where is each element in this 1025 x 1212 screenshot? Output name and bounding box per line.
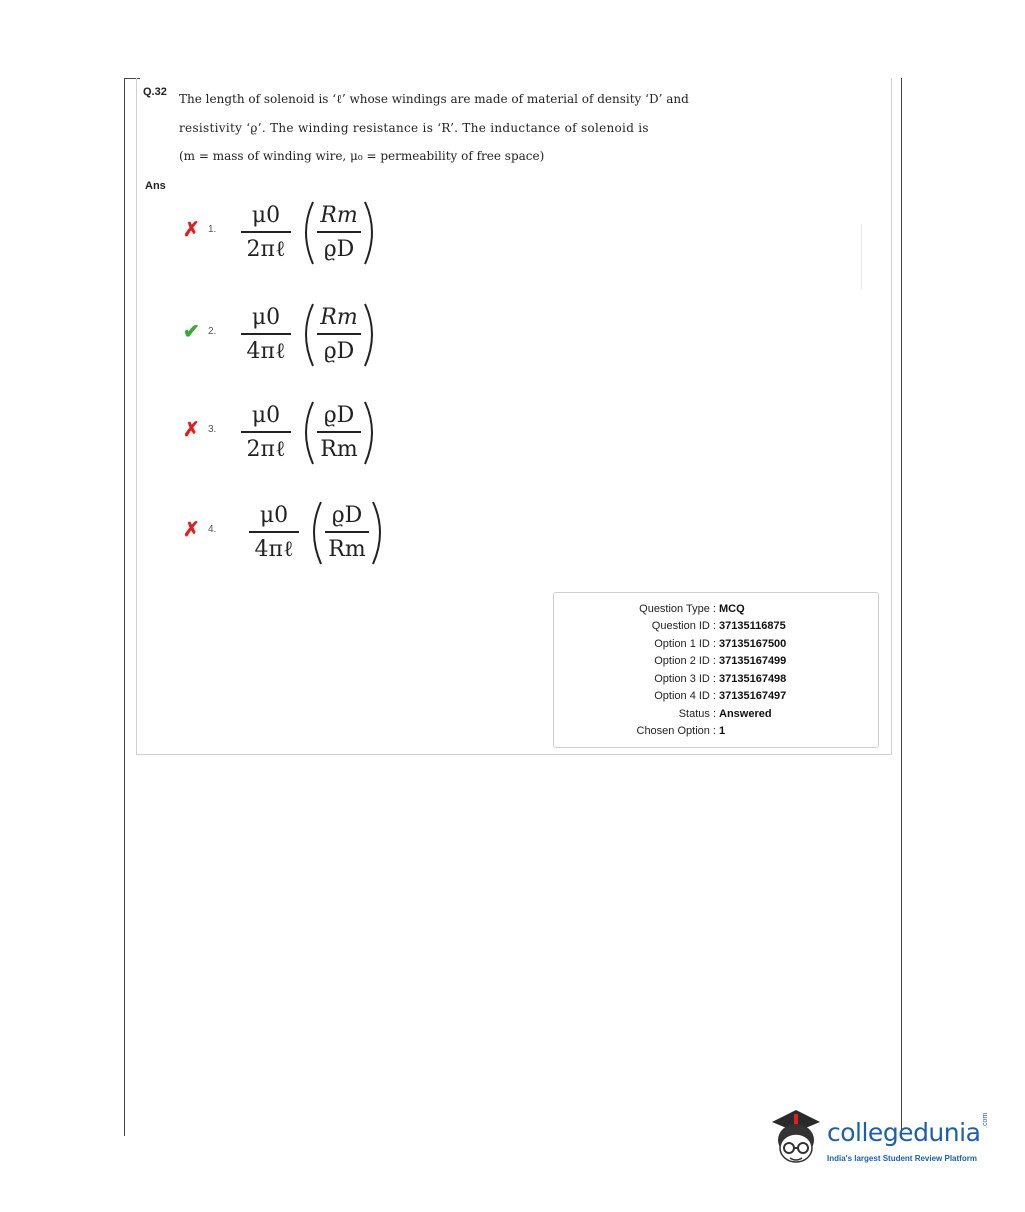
answer-label: Ans <box>145 180 166 192</box>
brand-tagline: India's largest Student Review Platform <box>827 1154 977 1163</box>
left-margin-line <box>124 78 125 1136</box>
option-number: 4. <box>208 524 217 535</box>
option-number: 3. <box>208 424 217 435</box>
option-number: 2. <box>208 326 217 337</box>
option-formula <box>249 492 449 572</box>
option-formula <box>241 192 441 272</box>
coef-numerator: μ0 <box>251 403 281 428</box>
coef-denominator: 4πℓ <box>246 339 286 364</box>
info-label: Question ID : <box>651 620 716 632</box>
info-question-type <box>554 602 878 616</box>
frac-numerator: ϱD <box>323 403 355 428</box>
info-value: 37135116875 <box>719 620 786 632</box>
option-formula <box>241 392 441 472</box>
cross-icon: ✗ <box>183 219 200 241</box>
question-text-line-2: resistivity ‘ϱ’. The winding resistance is ‘R’. The inductance of solenoid is <box>179 121 649 135</box>
coef-numerator: μ0 <box>251 203 281 228</box>
question-info-panel <box>553 592 879 748</box>
frac-denominator: ϱD <box>323 339 355 364</box>
frac-numerator: ϱD <box>331 503 363 528</box>
info-label: Option 1 ID : <box>654 638 716 650</box>
info-status <box>554 707 878 721</box>
info-option-1-id <box>554 637 878 651</box>
question-text-line-1: The length of solenoid is ‘ℓ’ whose windings are made of material of density ‘D’ and <box>179 92 689 106</box>
info-label: Question Type : <box>639 603 716 615</box>
brand-domain: .com <box>982 1112 989 1128</box>
info-value: 37135167498 <box>719 673 787 685</box>
info-option-4-id <box>554 689 878 703</box>
info-value: 37135167497 <box>719 690 787 702</box>
frac-denominator: Rm <box>328 537 366 562</box>
info-label: Chosen Option : <box>636 725 716 737</box>
info-value: MCQ <box>719 603 745 615</box>
info-label: Option 4 ID : <box>654 690 716 702</box>
coef-denominator: 2πℓ <box>246 237 286 262</box>
frac-denominator: ϱD <box>323 237 355 262</box>
coef-denominator: 4πℓ <box>254 537 294 562</box>
info-chosen-option <box>554 724 878 738</box>
frac-numerator: Rm <box>320 203 358 228</box>
cross-icon: ✗ <box>183 519 200 541</box>
coef-numerator: μ0 <box>259 503 289 528</box>
option-1[interactable] <box>183 203 443 300</box>
info-question-id <box>554 619 878 633</box>
option-3[interactable] <box>183 403 443 500</box>
option-4[interactable] <box>183 503 443 600</box>
brand-name: collegedunia <box>827 1118 981 1147</box>
option-formula <box>241 294 441 374</box>
question-text-line-3: (m = mass of winding wire, μ₀ = permeability of free space) <box>179 149 545 163</box>
info-value: 37135167499 <box>719 655 787 667</box>
info-label: Status : <box>678 708 716 720</box>
frac-denominator: Rm <box>320 437 358 462</box>
info-value: 1 <box>719 725 726 737</box>
question-number: Q.32 <box>143 86 167 98</box>
coef-numerator: μ0 <box>251 305 281 330</box>
info-label: Option 2 ID : <box>654 655 716 667</box>
info-option-2-id <box>554 654 878 668</box>
divider-line <box>861 224 862 289</box>
info-option-3-id <box>554 672 878 686</box>
cross-icon: ✗ <box>183 419 200 441</box>
frac-numerator: Rm <box>320 305 358 330</box>
info-value: 37135167500 <box>719 638 787 650</box>
right-margin-line <box>901 78 902 1136</box>
info-label: Option 3 ID : <box>654 673 716 685</box>
coef-denominator: 2πℓ <box>246 437 286 462</box>
option-2[interactable] <box>183 305 443 402</box>
collegedunia-mascot-icon <box>768 1104 828 1184</box>
check-icon: ✔ <box>183 321 200 343</box>
info-value: Answered <box>719 708 772 720</box>
option-number: 1. <box>208 224 217 235</box>
